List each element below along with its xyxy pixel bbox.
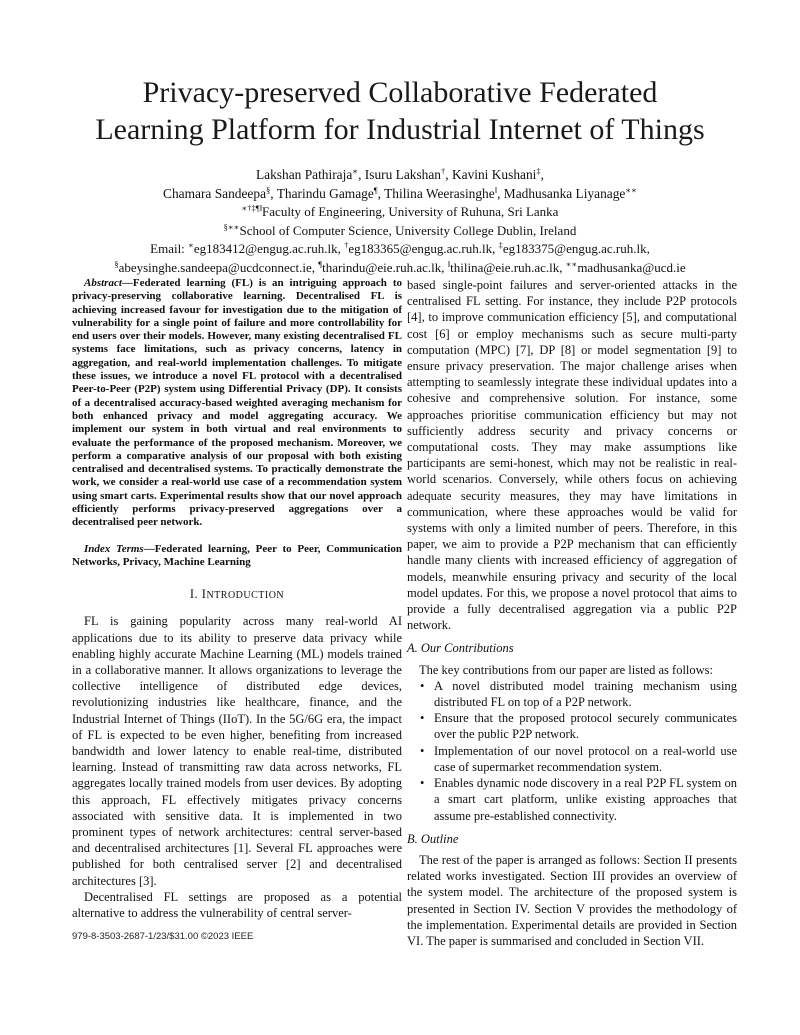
author-mark: ¶ (373, 184, 378, 195)
abstract-label: Abstract (84, 277, 122, 289)
author-mark: † (441, 166, 446, 176)
affiliation-mark: §∗∗ (223, 221, 240, 232)
email-mark: ∗ (188, 240, 194, 250)
email-address: abeysinghe.sandeepa@ucdconnect.ie, (118, 259, 319, 275)
subsection-heading-contributions: A. Our Contributions (407, 641, 514, 656)
author-mark: § (266, 184, 271, 195)
email-mark: ‡ (498, 240, 503, 250)
affiliation-text: School of Computer Science, University College Dublin, Ireland (239, 222, 577, 238)
contributions-list (407, 678, 737, 824)
author-block (40, 166, 760, 277)
author-name: Chamara Sandeepa (163, 185, 267, 201)
author-mark: ∗ (352, 166, 359, 176)
list-item (407, 710, 737, 742)
list-item-text: Ensure that the proposed protocol securely communicates over the public P2P network. (434, 711, 737, 742)
author-sep: , (540, 167, 544, 182)
author-mark: ‖ (494, 184, 498, 195)
author-name: , Tharindu Gamage (270, 185, 374, 201)
email-mark: § (114, 258, 119, 269)
section-heading-introduction (72, 586, 402, 604)
abstract-text: —Federated learning (FL) is an intriguing approach to privacy-preserving collaborative learning. Decentralised FL is achieving increased favour for investigation due to the mitigation of vulnerability for a single point of failure and more controllability for end users over their models. However, many existing decentralised FL systems face limitations, such as privacy concerns, latency in aggregation, and real-world implementation challenges. To mitigate these issues, we introduce a novel FL protocol with a decentralised Peer-to-Peer (P2P) system using Differential Privacy (DP). It consists of a decentralised accuracy-based weighted averaging mechanism for both enhanced privacy and model aggregating accuracy. We implement our system in both virtual and real environments to evaluate the performance of the proposed mechanism. Moreover, we perform a comparative analysis of our proposal with both existing centralised and decentralised systems. To practically demonstrate the work, we consider a real-world use case of a recommendation system using smart carts. Experimental results show that our novel approach efficiently performs privacy-preserved aggregations over a decentralised peer network. (72, 277, 402, 529)
author-name: , Thilina Weerasinghe (377, 185, 495, 201)
email-mark: ¶ (318, 258, 323, 269)
email-mark: ‖ (447, 258, 451, 269)
list-item (407, 775, 737, 824)
author-name: , Kavini Kushani (445, 167, 537, 182)
author-name: Lakshan Pathiraja (255, 167, 353, 182)
paper-title (40, 74, 760, 148)
author-line (40, 166, 760, 185)
list-item-text: Enables dynamic node discovery in a real P2P FL system on a smart cart platform, unlike existing approaches that assume pre-established connectivity. (434, 776, 737, 823)
bullet-icon: • (420, 678, 425, 693)
index-terms-label: Index Terms (84, 542, 144, 555)
abstract (72, 277, 402, 530)
bullet-icon: • (420, 711, 425, 726)
affiliation-line (40, 203, 760, 222)
email-line (40, 259, 760, 278)
email-address: eg183375@engug.ac.ruh.lk, (502, 241, 650, 256)
bullet-icon: • (420, 776, 425, 791)
affiliation-mark: ∗†‡¶‖ (241, 203, 263, 213)
author-name: , Madhusanka Liyanage (497, 185, 626, 201)
author-name: , Isuru Lakshan (358, 167, 442, 182)
email-address: eg183412@engug.ac.ruh.lk, (193, 241, 345, 256)
subsection-heading-outline: B. Outline (407, 831, 459, 846)
left-column (72, 277, 402, 921)
email-line (40, 240, 760, 259)
email-mark: † (344, 240, 349, 250)
body-paragraph: based single-point failures and server-oriented attacks in the centralised FL setting. For instance, they include P2P protocols [4], to improve communication efficiency [5], and computational cost [6] or employ mechanisms such as secure multi-party computation (MPC) [7], DP [8] or model segmentation [9] to ensure privacy preservation. The major challenge arises when attempting to seamlessly integrate these individual updates into a cohesive and comprehensive solution. For instance, some approaches prioritise communication efficiency but may not sufficiently address security and privacy concerns or computational costs. They may make assumptions like participants are semi-honest, which may not be realistic in real-world scenarios. Conversely, while others focus on achieving adequate security measures, they may have limitations in communication, where these approaches would be valid for systems with only a limited number of peers. Therefore, in this paper, we aim to provide a P2P mechanism that can efficiently handle many clients with increased efficiency of aggregation of models, meanwhile ensuring privacy and security of the local model updates. For this, we propose a novel protocol that aims to provide a fully decentralised aggregation via a public P2P network. (407, 278, 737, 633)
email-label: Email: (150, 241, 189, 256)
email-mark: ∗∗ (565, 258, 578, 269)
right-column (407, 277, 737, 949)
email-address: eg183365@engug.ac.ruh.lk, (348, 241, 499, 256)
title-line: Privacy-preserved Collaborative Federated (142, 76, 658, 109)
email-address: tharindu@eie.ruh.ac.lk, (322, 259, 448, 275)
section-initial: I (201, 587, 207, 602)
bullet-icon: • (420, 743, 425, 758)
index-terms (72, 543, 402, 570)
intro-paragraph: Decentralised FL settings are proposed as a potential alternative to address the vulnerability of central server- (72, 889, 402, 921)
affiliation-line (40, 222, 760, 241)
list-item (407, 743, 737, 775)
section-smallcaps: NTRODUCTION (206, 590, 285, 602)
list-item-text: Implementation of our novel protocol on a real-world use case of supermarket recommendation system. (434, 743, 737, 774)
author-mark: ∗∗ (625, 184, 637, 195)
list-item (407, 678, 737, 710)
contributions-intro: The key contributions from our paper are listed as follows: (419, 662, 714, 677)
email-address: thilina@eie.ruh.ac.lk, (450, 259, 566, 275)
title-line: Learning Platform for Industrial Internet of Things (95, 113, 705, 146)
list-item-text: A novel distributed model training mechanism using distributed FL on top of a P2P network. (434, 678, 737, 710)
outline-paragraph: The rest of the paper is arranged as follows: Section II presents related works investigated. Section III provides an overview of the system model. The architecture of the proposed system is presented in Section IV. Section V provides the methodology of the implementation. Experimental details are provided in Section VI. The paper is summarised and concluded in Section VII. (407, 852, 737, 948)
copyright-footer: 979-8-3503-2687-1/23/$31.00 ©2023 IEEE (72, 931, 254, 942)
author-line (40, 185, 760, 204)
author-mark: ‡ (536, 166, 541, 176)
intro-paragraph: FL is gaining popularity across many real-world AI applications due to its ability to preserve data privacy while enabling highly accurate Machine Learning (ML) models trained in a collaborative manner. It allows organizations to leverage the collective intelligence of distributed edge devices, revolutionizing industries like healthcare, finance, and the Industrial Internet of Things (IIoT). In the 5G/6G era, the impact of FL is expected to be even higher, benefiting from increased bandwidth and lower latency to enable real-time, distributed learning. Instead of transmitting raw data across networks, FL aggregates locally trained models from user devices. By adopting this approach, FL effectively mitigates privacy concerns associated with sensitive data. It is implemented in two prominent types of network architectures: central server-based and decentralised architectures [1]. Several FL approaches were published for both centralised server [2] and decentralised architectures [3]. (72, 614, 402, 888)
index-terms-text: —Federated learning, Peer to Peer, Communication Networks, Privacy, Machine Learning (72, 542, 402, 568)
section-number: I. (189, 587, 202, 602)
email-address: madhusanka@ucd.ie (577, 259, 686, 275)
affiliation-text: Faculty of Engineering, University of Ruhuna, Sri Lanka (262, 204, 559, 219)
